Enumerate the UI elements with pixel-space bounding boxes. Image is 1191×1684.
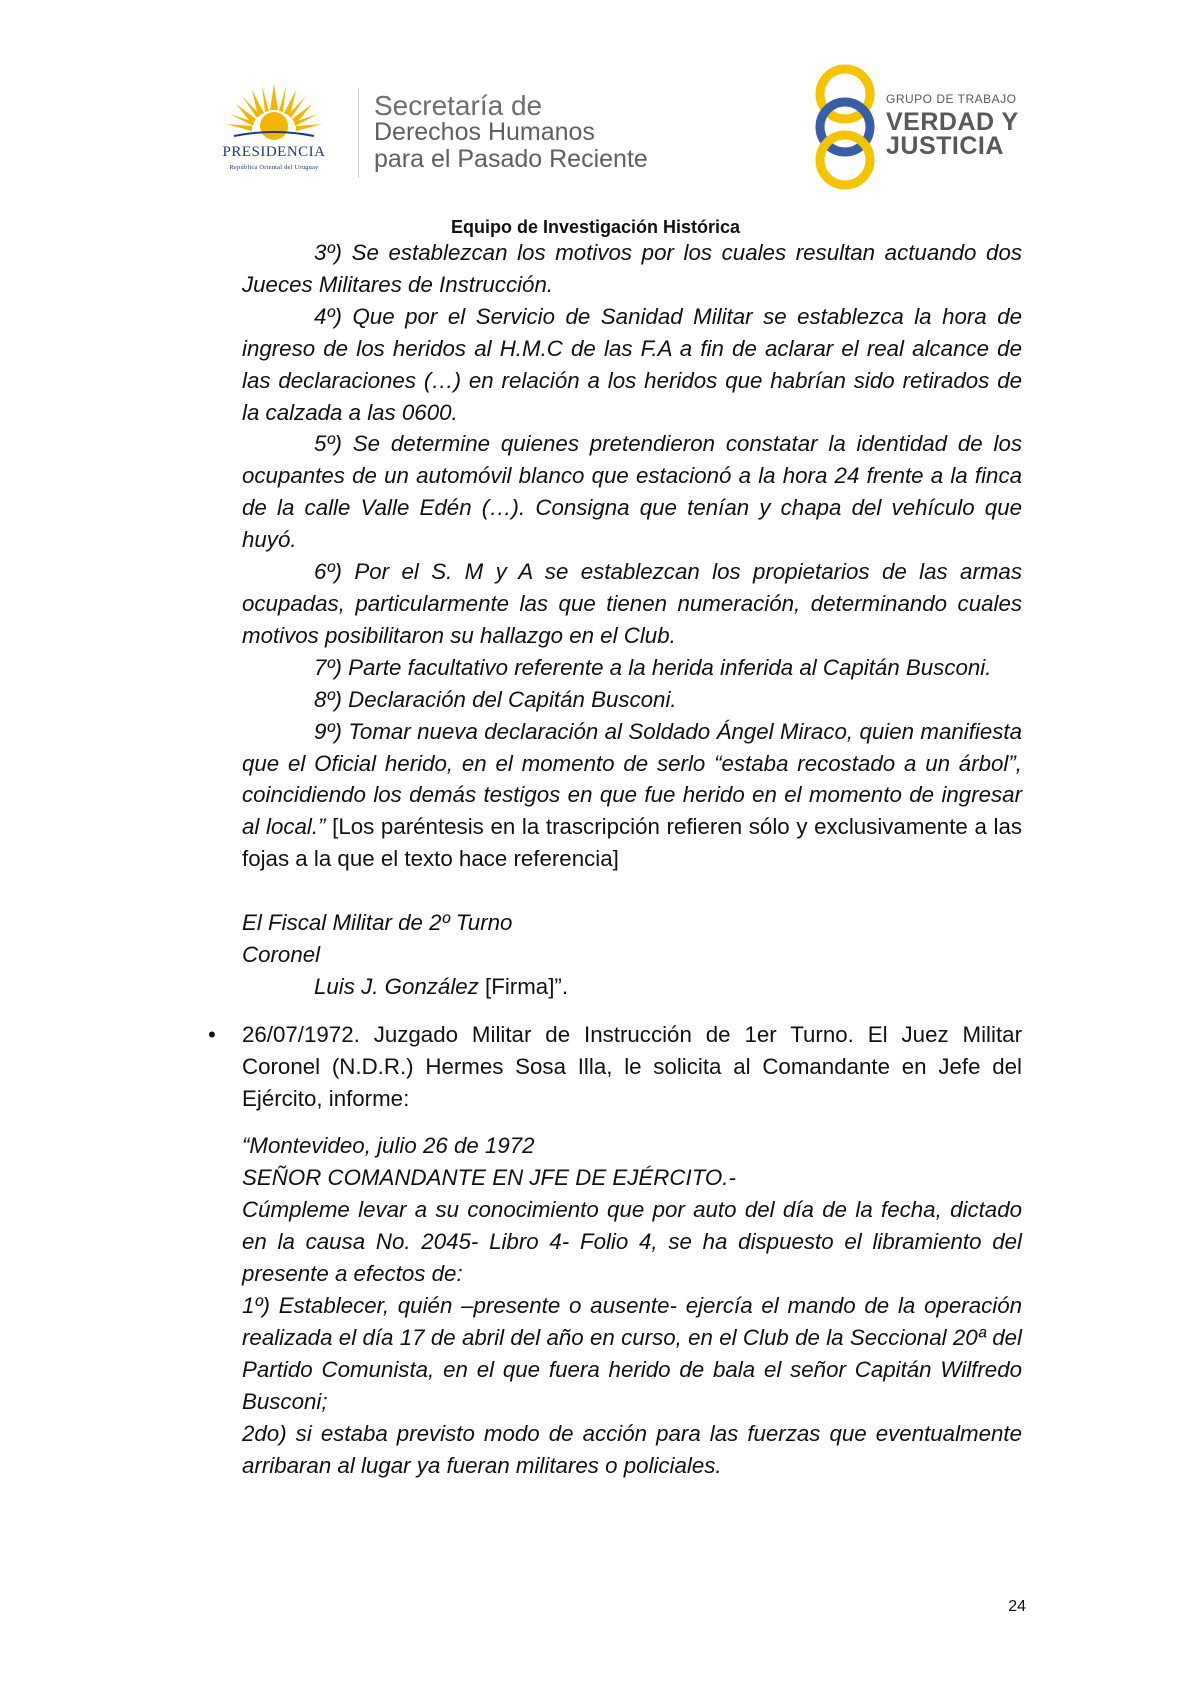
- item-5: 5º) Se determine quienes pretendieron constatar la identidad de los ocupantes de un automóvil blanco que estacionó a la hora 24 frente a la finca de la calle Valle Edén (…). Consigna que tenían y chapa del vehículo que huyó.: [242, 431, 1022, 553]
- item-6: 6º) Por el S. M y A se establezcan los propietarios de las armas ocupadas, particularmente las que tienen numeración, determinando cuales motivos posibilitaron su hallazgo en el Club.: [242, 559, 1022, 648]
- spacer: [242, 875, 1022, 907]
- presidencia-logo: [196, 84, 352, 184]
- quote-paragraph-2: 1º) Establecer, quién –presente o ausente- ejercía el mando de la operación realizada el día 17 de abril del año en curso, en el Club de la Seccional 20ª del Partido Comunista, en el que fuera herido de bala el señor Capitán Wilfredo Busconi;: [242, 1292, 1022, 1414]
- spacer: [242, 1114, 1022, 1130]
- secretaria-line-2: Derechos Humanos: [374, 118, 595, 146]
- item-3: 3º) Se establezcan los motivos por los cuales resultan actuando dos Jueces Militares de Instrucción.: [242, 240, 1022, 297]
- grupo-line-3: JUSTICIA: [886, 132, 1004, 160]
- linked-rings-icon: [810, 64, 880, 190]
- signature-line-3: [242, 971, 1022, 1003]
- presidencia-name: PRESIDENCIA: [222, 144, 326, 160]
- bullet-text: 26/07/1972. Juzgado Militar de Instrucción de 1er Turno. El Juez Militar Coronel (N.D.R.) Hermes Sosa Illa, le solicita al Comandante en Jefe del Ejército, informe:: [242, 1021, 1022, 1111]
- document-body: [208, 237, 1022, 1481]
- quote-line-1: “Montevideo, julio 26 de 1972: [242, 1133, 535, 1159]
- item-9-quote: 9º) Tomar nueva declaración al Soldado Ángel Miraco, quien manifiesta que el Oficial herido, en el momento de serlo “estaba recostado a un árbol”, coincidiendo los demás testigos en que fue herido en el momento de ingresar al local.”: [242, 718, 1022, 840]
- secretaria-logo-text: [374, 92, 648, 173]
- item-8: 8º) Declaración del Capitán Busconi.: [314, 686, 677, 712]
- signature-line-1: El Fiscal Militar de 2º Turno: [242, 910, 513, 936]
- bullet-entry: [208, 1019, 1022, 1115]
- item-9-note: [Los paréntesis en la trascripción refieren sólo y exclusivamente a las fojas a la que el texto hace referencia]: [242, 814, 1022, 872]
- team-title: Equipo de Investigación Histórica: [450, 217, 741, 237]
- secretaria-line-1: Secretaría de: [374, 90, 543, 121]
- page-header: [0, 0, 1191, 237]
- signature-name: Luis J. González: [314, 973, 479, 999]
- header-divider: [358, 88, 359, 178]
- quote-line-2: SEÑOR COMANDANTE EN JFE DE EJÉRCITO.-: [242, 1165, 736, 1191]
- page-number: 24: [1008, 1598, 1026, 1615]
- quote-paragraph-1: Cúmpleme levar a su conocimiento que por auto del día de la fecha, dictado en la causa No. 2045- Libro 4- Folio 4, se ha dispuesto el libramiento del presente a efectos de:: [242, 1197, 1022, 1287]
- grupo-line-1: GRUPO DE TRABAJO: [886, 92, 1017, 106]
- spacer: [242, 1003, 1022, 1019]
- quote-paragraph-3: 2do) si estaba previsto modo de acción para las fuerzas que eventualmente arribaran al lugar ya fueran militares o policiales.: [242, 1420, 1022, 1478]
- item-4: 4º) Que por el Servicio de Sanidad Militar se establezca la hora de ingreso de los heridos al H.M.C de las F.A a fin de aclarar el real alcance de las declaraciones (…) en relación a los heridos que habrían sido retirados de la calzada a las 0600.: [242, 303, 1022, 425]
- signature-line-2: Coronel: [242, 941, 321, 967]
- item-9: [242, 716, 1022, 876]
- secretaria-line-3: para el Pasado Reciente: [374, 145, 648, 173]
- signature-mark: [Firma]”.: [478, 973, 569, 999]
- presidencia-subtitle: República Oriental del Uruguay: [229, 164, 319, 171]
- bullet-icon: •: [208, 1021, 216, 1047]
- item-7: 7º) Parte facultativo referente a la herida inferida al Capitán Busconi.: [314, 654, 992, 680]
- sun-icon: [224, 84, 324, 144]
- grupo-line-2: VERDAD Y: [886, 108, 1019, 136]
- verdad-justicia-logo: [810, 64, 1050, 190]
